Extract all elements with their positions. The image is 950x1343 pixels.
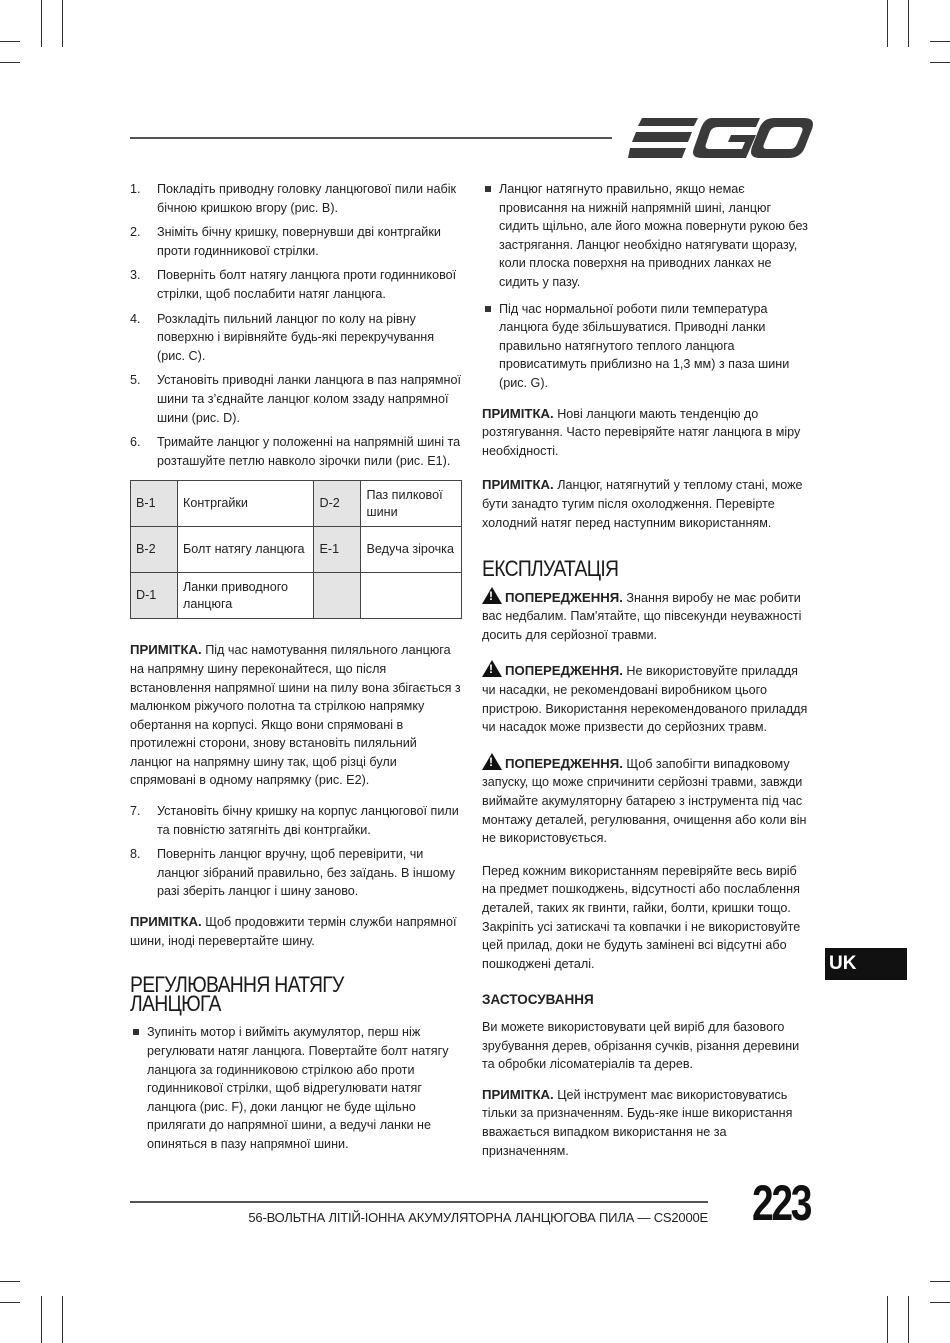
- list-item: 5. Установіть приводні ланки ланцюга в паз напрямної шини та з’єднайте ланцюг колом ззаду напрямної шини (рис. D).: [130, 373, 461, 425]
- language-tab: UK: [825, 948, 907, 980]
- assembly-steps-b: [130, 802, 462, 901]
- table-row: [131, 573, 462, 619]
- ego-logo: [628, 116, 814, 160]
- crop-mark: [930, 1302, 950, 1303]
- list-item: Зупиніть мотор і вийміть акумулятор, перш ніж регулювати натяг ланцюга. Повертайте болт натягу ланцюга за годинниковою стрілкою або проти годинникової стрілки, щоб відрегулювати натяг ланцюга (рис. F), доки ланцюг не буде щільно прилягати до напрямної шини, а ведучі ланки не опиняться в пазу напрямної шини.: [130, 1023, 462, 1153]
- note-label: ПРИМІТКА.: [130, 914, 202, 930]
- footer-rule: [130, 1201, 708, 1203]
- note: ПРИМІТКА. Щоб продовжити термін служби напрямної шини, іноді перевертайте шину.: [130, 914, 457, 948]
- crop-mark: [930, 41, 950, 42]
- warning-icon: [482, 587, 502, 604]
- page-number: 223: [752, 1175, 811, 1231]
- part-code: D-2: [314, 481, 361, 527]
- warning-label: ПОПЕРЕДЖЕННЯ.: [505, 755, 623, 771]
- right-column: [482, 180, 812, 1160]
- crop-mark: [41, 0, 42, 47]
- table-row: [131, 481, 462, 527]
- list-item: 1. Покладіть приводну головку ланцюгової пили набік бічною кришкою вгору (рис. B).: [130, 182, 456, 215]
- list-item: 8. Поверніть ланцюг вручну, щоб перевірити, чи ланцюг зібраний правильно, без заїдань. В іншому разі зберіть ланцюг і шину заново.: [130, 847, 455, 899]
- note-label: ПРИМІТКА.: [482, 477, 554, 493]
- list-item: 6. Тримайте ланцюг у положенні на напрямній шині та розташуйте петлю навколо зірочки пили (рис. E1).: [130, 435, 461, 468]
- application-paragraph: Ви можете використовувати цей виріб для базового зрубування дерев, обрізання сучків, різання деревини та обробки лісоматеріалів та дерев.: [482, 1019, 800, 1072]
- table-row: [131, 527, 462, 573]
- part-code: B-2: [131, 527, 178, 573]
- warning: !ПОПЕРЕДЖЕННЯ. Знання виробу не має робити вас недбалим. Пам'ятайте, що півсекунди неуважності досить для серйозної травми.: [482, 587, 812, 645]
- list-item: 4. Розкладіть пильний ланцюг по колу на рівну поверхню і вирівняйте будь-які перекручування (рис. C).: [130, 311, 435, 363]
- inspection-paragraph: Перед кожним використанням перевіряйте весь виріб на предмет пошкоджень, відсутності або послаблення деталей, таких як гвинти, гайки, болти, кришки тощо. Закріпіть усі затискачі та ковпачки і не використовуйте цей прилад, доки не будуть замінені всі відсутні або пошкоджені деталі.: [482, 863, 801, 971]
- list-item: 3. Поверніть болт натягу ланцюга проти годинникової стрілки, щоб послабити натяг ланцюга.: [130, 268, 457, 301]
- part-label: Ланки приводного ланцюга: [178, 573, 314, 619]
- section-heading: ЕКСПЛУАТАЦІЯ: [482, 556, 619, 582]
- warning-icon: [482, 753, 502, 770]
- tension-check-bullets: [482, 180, 812, 393]
- note-label: ПРИМІТКА.: [482, 1086, 554, 1102]
- crop-mark: [0, 1302, 20, 1303]
- part-label: Болт натягу ланцюга: [178, 527, 314, 573]
- warning-label: ПОПЕРЕДЖЕННЯ.: [505, 589, 623, 605]
- warning-label: ПОПЕРЕДЖЕННЯ.: [505, 663, 623, 679]
- warning: !ПОПЕРЕДЖЕННЯ. Щоб запобігти випадковому запуску, що може спричинити серйозні травми, завжди виймайте акумуляторну батарею з інструмента під час монтажу деталей, регулювання, очищення або коли він не використовується.: [482, 753, 812, 848]
- note-label: ПРИМІТКА.: [130, 642, 202, 658]
- part-code: [314, 573, 361, 619]
- crop-mark: [908, 0, 909, 47]
- left-column: [130, 180, 462, 1162]
- list-item: Ланцюг натягнуто правильно, якщо немає провисання на нижній напрямній шині, ланцюг сидить щільно, але його можна повернути рукою без застрягання. Ланцюг необхідно натягувати щоразу, коли плоска поверхня на приводних ланках не сидить у пазу.: [482, 180, 812, 292]
- crop-mark: [0, 41, 20, 42]
- part-label: Контргайки: [178, 481, 314, 527]
- note: ПРИМІТКА. Ланцюг, натягнутий у теплому стані, може бути занадто тугим після охолодження. Перевірте холодний натяг перед наступним використанням.: [482, 477, 803, 530]
- crop-mark: [908, 1296, 909, 1343]
- crop-mark: [887, 1296, 888, 1343]
- crop-mark: [41, 1296, 42, 1343]
- warning: !ПОПЕРЕДЖЕННЯ. Не використовуйте приладдя чи насадки, не рекомендовані виробником цього пристрою. Використання нерекомендованого приладдя чи насадок може призвести до серйозних травм.: [482, 660, 812, 736]
- subsection-heading: ЗАСТОСУВАННЯ: [482, 992, 594, 1008]
- note-label: ПРИМІТКА.: [482, 405, 554, 421]
- part-code: B-1: [131, 481, 178, 527]
- parts-table: [130, 480, 462, 619]
- header-rule: [130, 137, 612, 139]
- crop-mark: [887, 0, 888, 47]
- crop-mark: [930, 62, 950, 63]
- footer-title: 56-ВОЛЬТНА ЛІТІЙ-ІОННА АКУМУЛЯТОРНА ЛАНЦЮГОВА ПИЛА — CS2000E: [248, 1210, 708, 1225]
- assembly-steps-a: [130, 180, 462, 470]
- list-item: 2. Зніміть бічну кришку, повернувши дві контргайки проти годинникової стрілки.: [130, 225, 441, 258]
- tension-bullets: [130, 1023, 462, 1153]
- note: ПРИМІТКА. Під час намотування пиляльного ланцюга на напрямну шину переконайтеся, що після встановлення напрямної шини на пилу вона збігається з малюнком ріжучого полотна та стрілкою напрямку обертання на корпусі. Якщо вони спрямовані в протилежні сторони, знову встановіть пиляльний ланцюг на напрямну шину так, щоб різці були спрямовані в одному напрямку (рис. E2).: [130, 642, 461, 788]
- list-item: 7. Установіть бічну кришку на корпус ланцюгової пили та повністю затягніть дві контргайки.: [130, 804, 459, 837]
- note: ПРИМІТКА. Нові ланцюги мають тенденцію до розтягування. Часто перевіряйте натяг ланцюга в міру необхідності.: [482, 405, 801, 458]
- part-label: Паз пилкової шини: [361, 481, 462, 527]
- part-code: D-1: [131, 573, 178, 619]
- section-heading: РЕГУЛЮВАННЯ НАТЯГУ ЛАНЦЮГА: [130, 972, 344, 1016]
- warning-icon: [482, 660, 502, 677]
- crop-mark: [62, 0, 63, 47]
- part-code: E-1: [314, 527, 361, 573]
- note: ПРИМІТКА. Цей інструмент має використовуватись тільки за призначенням. Будь-яке інше використання вважається випадком використання не за призначенням.: [482, 1086, 793, 1158]
- crop-mark: [930, 1281, 950, 1282]
- list-item: Під час нормальної роботи пили температура ланцюга буде збільшуватися. Приводні ланки правильно натягнутого теплого ланцюга провисатимуть приблизно на 1,3 мм) з паза шини (рис. G).: [482, 300, 812, 393]
- crop-mark: [62, 1296, 63, 1343]
- part-label: Ведуча зірочка: [361, 527, 462, 573]
- crop-mark: [0, 1281, 20, 1282]
- crop-mark: [0, 62, 20, 63]
- part-label: [361, 573, 462, 619]
